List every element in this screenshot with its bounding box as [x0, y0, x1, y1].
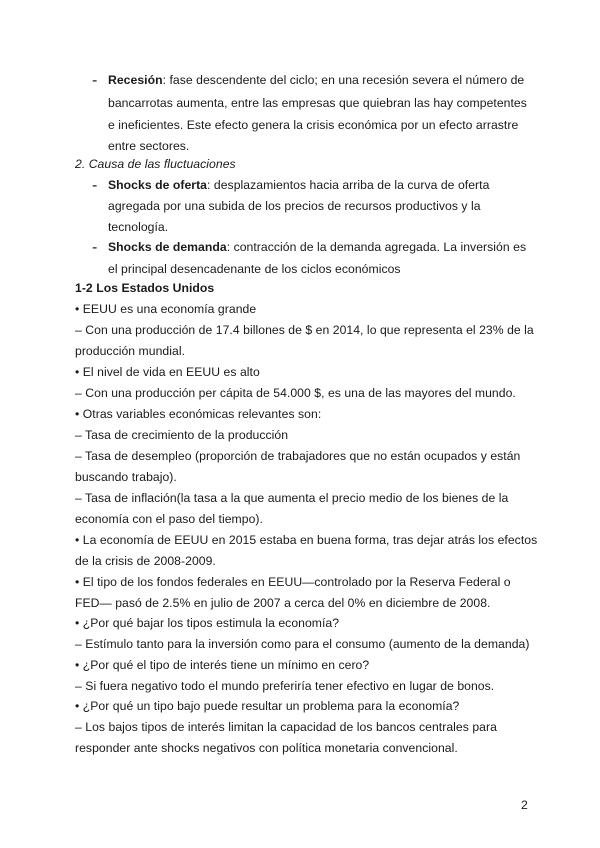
body-line: FED— pasó de 2.5% en julio de 2007 a cerca del 0% en diciembre de 2008.	[75, 596, 491, 610]
body-line: • Otras variables económicas relevantes son:	[75, 407, 322, 421]
shocks-demanda-term: Shocks de demanda	[108, 240, 227, 254]
body-line: • El tipo de los fondos federales en EEUU—controlado por la Reserva Federal o	[75, 575, 511, 589]
body-line: • ¿Por qué bajar los tipos estimula la economía?	[75, 616, 340, 630]
body-line: – Con una producción per cápita de 54.000 $, es una de las mayores del mundo.	[75, 386, 516, 400]
recesion-term: Recesión	[108, 73, 163, 87]
section-1-2-heading: 1-2 Los Estados Unidos	[75, 281, 215, 295]
body-line: economía con el paso del tiempo).	[75, 512, 263, 526]
section-2-heading: 2. Causa de las fluctuaciones	[75, 157, 236, 171]
shocks-oferta-term: Shocks de oferta	[108, 178, 208, 192]
shocks-demanda-line-1	[108, 239, 526, 255]
recesion-line-3: e ineficientes. Este efecto genera la crisis económica por un efecto arrastre	[108, 118, 519, 132]
body-line: • La economía de EEUU en 2015 estaba en buena forma, tras dejar atrás los efectos	[75, 533, 538, 547]
dash-marker: -	[92, 177, 98, 194]
body-line: – Estímulo tanto para la inversión como para el consumo (aumento de la demanda)	[75, 637, 530, 651]
shocks-demanda-line-2: el principal desencadenante de los ciclos económicos	[108, 262, 401, 276]
body-line: – Tasa de crecimiento de la producción	[75, 428, 289, 442]
shocks-oferta-line-2: agregada por una subida de los precios de recursos productivos y la	[108, 199, 481, 213]
body-line: • EEUU es una economía grande	[75, 302, 257, 316]
body-line: – Tasa de inflación(la tasa a la que aumenta el precio medio de los bienes de la	[75, 491, 509, 505]
body-line: producción mundial.	[75, 344, 186, 358]
recesion-line-2: bancarrotas aumenta, entre las empresas que quiebran las hay competentes	[108, 96, 527, 110]
body-line: responder ante shocks negativos con política monetaria convencional.	[75, 741, 458, 755]
shocks-demanda-text: : contracción de la demanda agregada. La inversión es	[226, 240, 527, 254]
page-number: 2	[521, 798, 528, 812]
body-line: • ¿Por qué el tipo de interés tiene un mínimo en cero?	[75, 658, 370, 672]
dash-marker: -	[92, 72, 98, 89]
dash-marker: -	[92, 239, 98, 256]
body-line: – Los bajos tipos de interés limitan la capacidad de los bancos centrales para	[75, 720, 497, 734]
shocks-oferta-line-3: tecnología.	[108, 220, 169, 234]
recesion-line-4: entre sectores.	[108, 139, 190, 153]
body-line: • El nivel de vida en EEUU es alto	[75, 365, 260, 379]
body-line: de la crisis de 2008-2009.	[75, 554, 216, 568]
shocks-oferta-line-1	[108, 177, 489, 193]
body-line: – Con una producción de 17.4 billones de $ en 2014, lo que representa el 23% de la	[75, 323, 534, 337]
body-line: – Si fuera negativo todo el mundo preferiría tener efectivo en lugar de bonos.	[75, 679, 495, 693]
body-line: – Tasa de desempleo (proporción de trabajadores que no están ocupados y están	[75, 449, 521, 463]
body-line: buscando trabajo).	[75, 470, 177, 484]
body-line: • ¿Por qué un tipo bajo puede resultar un problema para la economía?	[75, 699, 460, 713]
shocks-oferta-text: : desplazamientos hacia arriba de la curva de oferta	[207, 178, 490, 192]
recesion-line-1	[108, 72, 524, 88]
recesion-text: : fase descendente del ciclo; en una recesión severa el número de	[162, 73, 525, 87]
